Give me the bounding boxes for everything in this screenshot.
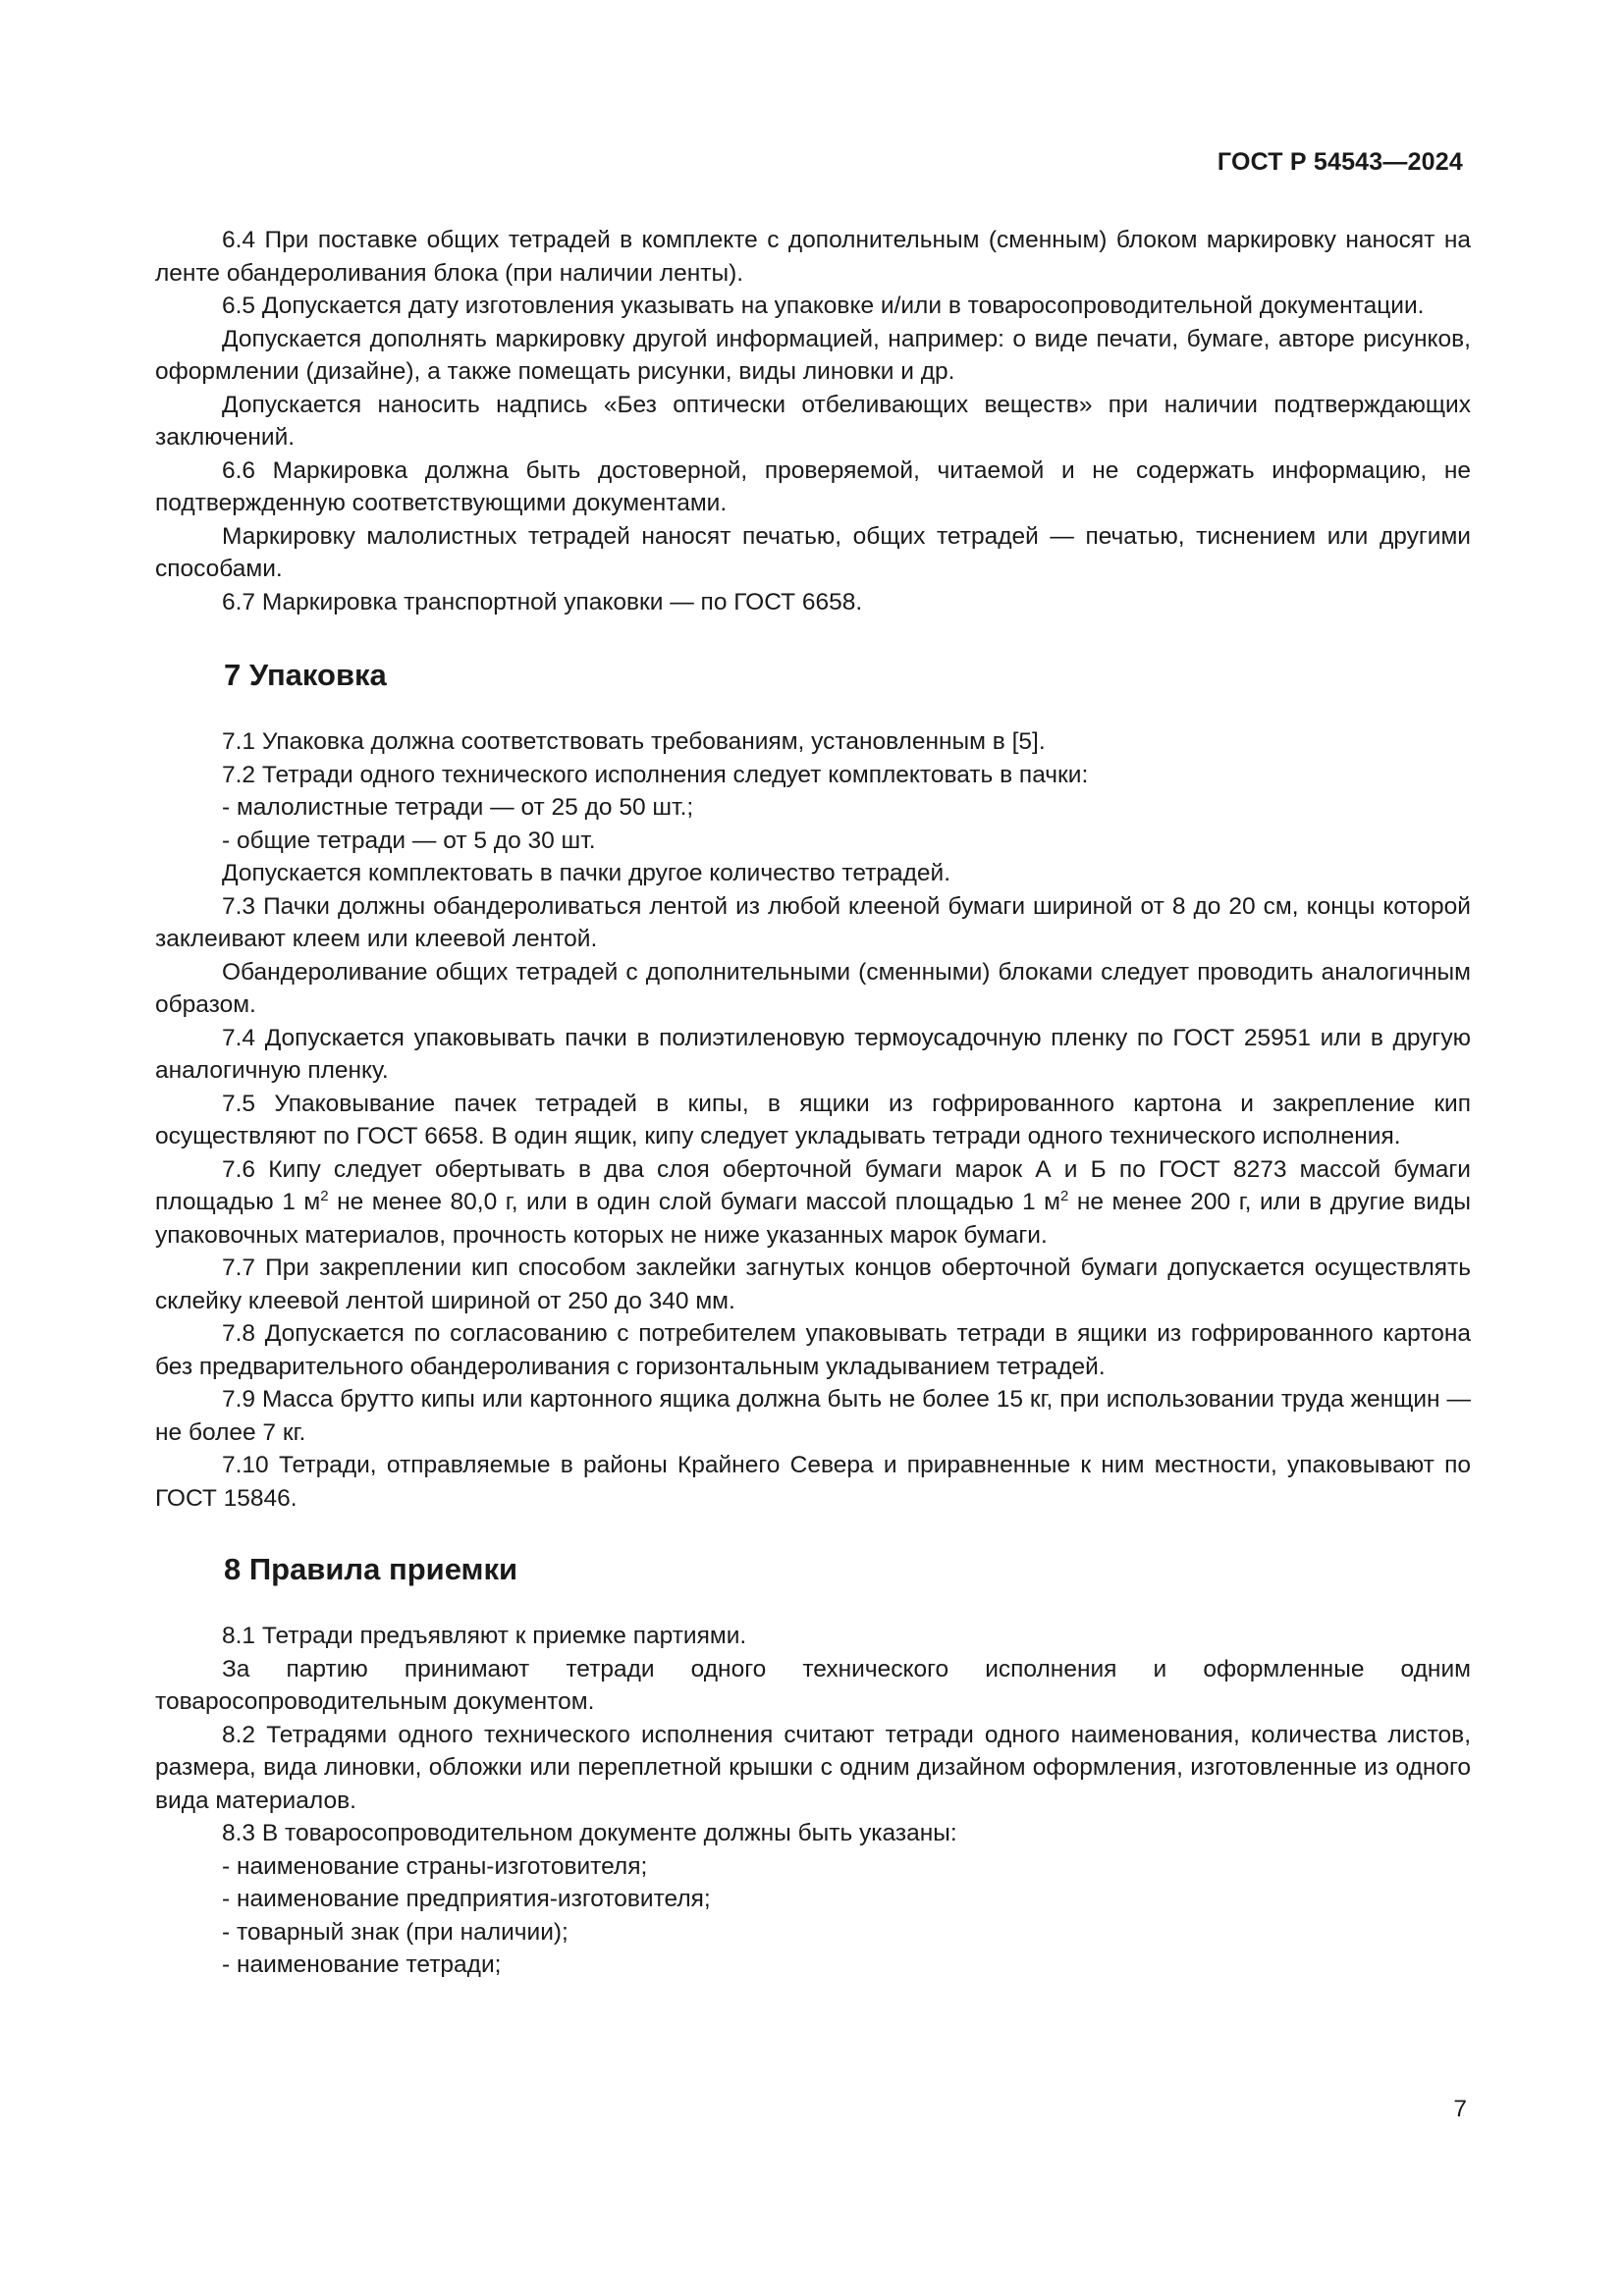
- paragraph-7-9: 7.9 Масса брутто кипы или картонного ящика должна быть не более 15 кг, при использовании труда женщин — не более 7 кг.: [155, 1386, 1471, 1446]
- superscript-2: 2: [1059, 1188, 1069, 1204]
- standard-id-header: ГОСТ Р 54543—2024: [1217, 148, 1463, 176]
- paragraph-7-10: 7.10 Тетради, отправляемые в районы Крайнего Севера и приравненные к ним местности, упаковывают по ГОСТ 15846.: [155, 1452, 1471, 1512]
- paragraph-6-6: 6.6 Маркировка должна быть достоверной, проверяемой, читаемой и не содержать информацию, не подтвержденную соответствующими документами.: [155, 456, 1471, 516]
- list-item: - малолистные тетради — от 25 до 50 шт.;: [222, 794, 694, 821]
- paragraph-7-6-part3: не менее 200 г, или в другие виды упаковочных материалов, прочность которых не ниже указанных марок бумаги.: [155, 1189, 1472, 1249]
- superscript-2: 2: [320, 1188, 329, 1204]
- paragraph-8-2: 8.2 Тетрадями одного технического исполнения считают тетради одного наименования, количества листов, размера, вида линовки, обложки или переплетной крышки с одним дизайном оформления, изготовленные из одного вида материалов.: [155, 1721, 1471, 1814]
- page-number: 7: [1453, 2096, 1467, 2122]
- paragraph-6-5: 6.5 Допускается дату изготовления указывать на упаковке и/или в товаросопроводительной документации.: [222, 293, 1425, 319]
- paragraph-7-3-a: Обандероливание общих тетрадей с дополнительными (сменными) блоками следует проводить аналогичным образом.: [155, 958, 1471, 1018]
- paragraph-7-6-part1: 7.6 Кипу следует обертывать в два слоя оберточной бумаги марок А и Б по ГОСТ 8273 массой бумаги площадью 1 м: [155, 1155, 1471, 1215]
- paragraph-7-8: 7.8 Допускается по согласованию с потребителем упаковывать тетради в ящики из гофрированного картона без предварительного обандероливания с горизонтальным укладыванием тетрадей.: [155, 1320, 1471, 1380]
- section-7-heading: 7 Упаковка: [224, 658, 387, 692]
- list-item: - наименование тетради;: [222, 1951, 502, 1978]
- paragraph-7-1: 7.1 Упаковка должна соответствовать требованиям, установленным в [5].: [222, 728, 1046, 755]
- paragraph-7-2-a: Допускается комплектовать в пачки другое количество тетрадей.: [222, 860, 951, 886]
- list-item: - товарный знак (при наличии);: [222, 1918, 568, 1946]
- paragraph-7-4: 7.4 Допускается упаковывать пачки в полиэтиленовую термоусадочную пленку по ГОСТ 25951 или в другую аналогичную пленку.: [155, 1024, 1471, 1084]
- list-item: - наименование страны-изготовителя;: [222, 1852, 648, 1880]
- paragraph-7-6: [155, 1153, 1471, 1253]
- paragraph-6-5-a: Допускается дополнять маркировку другой информацией, например: о виде печати, бумаге, авторе рисунков, оформлении (дизайне), а также помещать рисунки, виды линовки и др.: [155, 325, 1471, 385]
- paragraph-6-4: 6.4 При поставке общих тетрадей в комплекте с дополнительным (сменным) блоком маркировку наносят на ленте обандероливания блока (при наличии ленты).: [155, 227, 1471, 287]
- paragraph-7-6-part2: не менее 80,0 г, или в один слой бумаги массой площадью 1 м: [328, 1189, 1060, 1215]
- list-item: - общие тетради — от 5 до 30 шт.: [222, 827, 596, 854]
- paragraph-8-1-a: За партию принимают тетради одного технического исполнения и оформленные одним товаросопроводительным документом.: [155, 1655, 1471, 1715]
- paragraph-8-3: 8.3 В товаросопроводительном документе должны быть указаны:: [222, 1820, 957, 1846]
- paragraph-7-3: 7.3 Пачки должны обандероливаться лентой из любой клееной бумаги шириной от 8 до 20 см, концы которой заклеивают клеем или клеевой лентой.: [155, 892, 1471, 952]
- paragraph-7-2: 7.2 Тетради одного технического исполнения следует комплектовать в пачки:: [222, 761, 1089, 788]
- paragraph-8-1: 8.1 Тетради предъявляют к приемке партиями.: [222, 1623, 747, 1649]
- paragraph-7-5: 7.5 Упаковывание пачек тетрадей в кипы, в ящики из гофрированного картона и закрепление кип осуществляют по ГОСТ 6658. В один ящик, кипу следует укладывать тетради одного технического исполнения.: [155, 1090, 1471, 1149]
- paragraph-6-6-a: Маркировку малолистных тетрадей наносят печатью, общих тетрадей — печатью, тиснением или другими способами.: [155, 522, 1471, 582]
- paragraph-6-5-b: Допускается наносить надпись «Без оптически отбеливающих веществ» при наличии подтверждающих заключений.: [155, 391, 1471, 451]
- paragraph-7-7: 7.7 При закреплении кип способом заклейки загнутых концов оберточной бумаги допускается осуществлять склейку клеевой лентой шириной от 250 до 340 мм.: [155, 1255, 1471, 1314]
- paragraph-6-7: 6.7 Маркировка транспортной упаковки — по ГОСТ 6658.: [222, 588, 863, 615]
- page-content: [155, 224, 1471, 1982]
- list-item: - наименование предприятия-изготовителя;: [222, 1886, 711, 1912]
- section-8-heading: 8 Правила приемки: [224, 1552, 518, 1586]
